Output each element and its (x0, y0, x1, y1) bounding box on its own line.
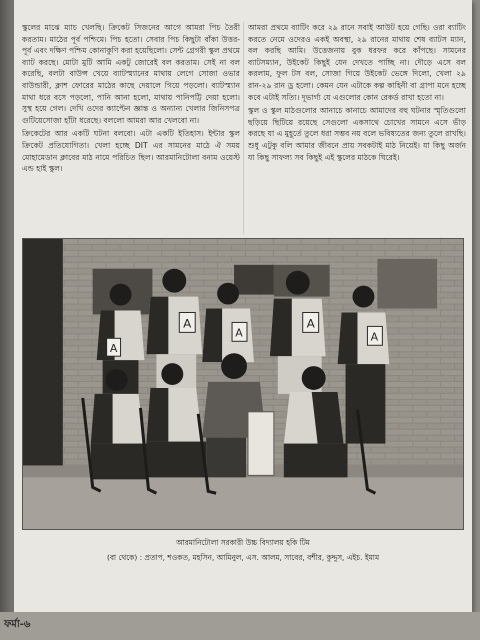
article-left-column (22, 22, 240, 232)
column-divider (243, 22, 244, 234)
photo-caption-names: (বা থেকে) : প্রতাপ, শওকত, মহসিন, আমিনুল, এস. আলম, সাবের, বশীর, কুদ্দুস, এইচ. ইমাম (106, 553, 380, 562)
printed-page (14, 0, 472, 612)
folio-label: ফর্মা-৬ (4, 619, 31, 630)
jersey-letter: A (370, 330, 379, 344)
jersey-letter: A (183, 316, 192, 331)
article-body (22, 22, 466, 232)
jersey-letter: A (235, 326, 243, 340)
article-paragraph: স্কুলের মাঝে ম্যাচ খেলছি। ক্রিকেট সিজনের আগে আমরা পিচ তৈরী করতাম। মাঠের পূর্ব পশ্চিমে। পিচ হতো। সেবার পিচ কিছুটা বাঁকা উত্তর-পূর্ব এবং দক্ষিণ পশ্চিম কোনাকুণি করা হয়েছিলো। সেন্ট গ্রেগরী স্কুল প্রথমে ব্যাট করছে। মোটা মুটি আমি একটু জোরেই বল করতাম। সেই না বল করেছি, বলটা বাউন্স খেয়ে ব্যাটস্ম্যানের মাথায় লেগে সোজা ওভার বাউন্ডারী, ক্লাশ ফোরের মাঠের কাছে দেয়ালে গিয়ে পড়লো। ব্যাটস্ম্যান মাথা ধরে বসে পড়লো, পানি আনা হলো, মাথায় পানিপট্টি দেয়া হলো। সুস্থ হয়ে গেল। দেখি ওদের ক্যাপ্টেন জ্ঞান্ত ও অন্যান্য খেলার জিনিসপত্র গুটিয়েসোজা হাঁটা ধরেছে। বললো আমরা আর খেলবো না। (22, 23, 240, 125)
team-photo-illustration (23, 239, 463, 529)
team-photo (22, 238, 464, 530)
jersey-letter: A (109, 342, 118, 356)
article-paragraph: আমরা প্রথমে ব্যাটিং করে ২৯ রানে সবাই আউট হয়ে গেছি। ওরা ব্যাটিং করতে নেমে ওদেরও একই অবস্থা, ২৯ রানের মাথায় শেষ ব্যাটস ম্যান, বল করছি আমি। উত্তেজনায় বুক ধরফর করে কাঁপছে। সামনের ব্যাটসম্যান, উইকেট কিছুই যেন দেখতে পাচ্ছি না। দৌড়ে এসে বল করলাম, ফুল টস বল, সোজা গিয়ে উইকেট ভেঙ্গে দিলো, খেলা ২৯ রান-২৯ রান ড্র হলো। কেমন যেন এটাকে কল্প কাহিনী বা গ্রাপা মনে হচ্ছে কবে এটাই সত্যি। দূভার্গ্য যে এগুলোর কোন রেকর্ড রাখা হতো না। (248, 23, 466, 102)
article-right-column (248, 22, 466, 232)
article-paragraph: ক্রিকেটের আর একটি ঘটনা বলবো। এটা একটি ইতিহাস। ইন্টার স্কুল ক্রিকেট প্রতিযোগিতা। খেলা হচ্ছে DIT এর সামনের মাঠে ঐ সময় মোহামেডান ক্লাবের মাঠ নামে পরিচিত ছিল। আরমানিটোলা বনাম ওয়েস্ট এন্ড হাই স্কুল। (22, 129, 240, 174)
page-bottom-margin (0, 612, 480, 640)
jersey-letter: A (306, 316, 315, 331)
article-paragraph: স্কুল ও স্কুল মাঠগুলোর আনাচে কানাচে আমাদের বহু ঘটনার স্মৃতিগুলো ছড়িয়ে ছিটিয়ে রয়েছে সেগুলো একসাথে চোখের সামনে এসে ভীড় করছে যা এ মুহূর্তে তুলে ধরা সম্ভব নয় বলে ভবিষ্যতের জন্য তুলে রাখছি। শুধু এটুকু বলি আমার জীবনে প্রায় সবকটাই মাঠ নিয়েই। যা কিছু অর্জন যা কিছু সাফল্য সব কিছুই এই স্কুলের মাঠকে ঘিরেই। (248, 106, 466, 162)
photo-caption-title: আরমানিটোলা সরকারী উচ্চ বিদ্যালয় হকি টিম (176, 538, 310, 547)
